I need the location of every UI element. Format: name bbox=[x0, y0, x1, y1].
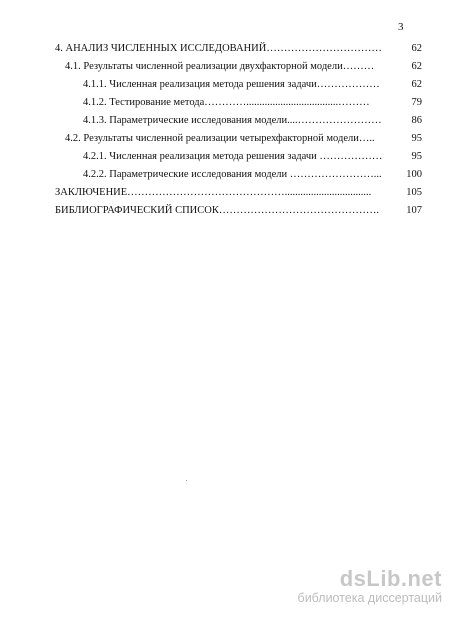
toc-entry-chapter-4[interactable] bbox=[55, 42, 422, 56]
toc-entry-page: 79 bbox=[411, 97, 422, 108]
toc-entry-page: 62 bbox=[411, 43, 422, 54]
toc-entry-title: 4.2. Результаты численной реализации четырехфакторной модели….. bbox=[65, 133, 375, 144]
toc-entry-page: 86 bbox=[411, 115, 422, 126]
watermark-subtitle: библиотека диссертаций bbox=[297, 591, 442, 605]
toc-entry-conclusion[interactable] bbox=[55, 186, 422, 200]
page-number: 3 bbox=[398, 21, 404, 33]
toc-entry-title: 4.1.2. Тестирование метода…………...................................……… bbox=[83, 97, 370, 108]
toc-entry-title: 4. АНАЛИЗ ЧИСЛЕННЫХ ИССЛЕДОВАНИЙ…………………………… bbox=[55, 43, 382, 54]
toc-entry-title: 4.1.3. Параметрические исследования модели....…………………… bbox=[83, 115, 382, 126]
toc-entry-section-4-1-1[interactable] bbox=[83, 78, 422, 92]
toc-entry-page: 105 bbox=[406, 187, 422, 198]
toc-entry-page: 62 bbox=[411, 79, 422, 90]
toc-entry-section-4-2-1[interactable] bbox=[83, 150, 422, 164]
toc-entry-page: 95 bbox=[411, 151, 422, 162]
toc-entry-title: 4.1. Результаты численной реализации двухфакторной модели……… bbox=[65, 61, 375, 72]
toc-entry-section-4-1-2[interactable] bbox=[83, 96, 422, 110]
toc-entry-page: 95 bbox=[411, 133, 422, 144]
toc-entry-bibliography[interactable] bbox=[55, 204, 422, 218]
toc-entry-page: 107 bbox=[406, 205, 422, 216]
toc-entry-title: 4.2.2. Параметрические исследования модели ……………………... bbox=[83, 169, 382, 180]
toc-entry-page: 100 bbox=[406, 169, 422, 180]
watermark-logo: dsLib.net bbox=[339, 566, 442, 591]
watermark bbox=[282, 567, 442, 606]
scan-speck bbox=[186, 480, 187, 481]
toc-entry-title: ЗАКЛЮЧЕНИЕ………………………………………................................. bbox=[55, 187, 372, 198]
toc-entry-section-4-2[interactable] bbox=[65, 132, 422, 146]
toc-entry-section-4-1[interactable] bbox=[65, 60, 422, 74]
toc-entry-section-4-1-3[interactable] bbox=[83, 114, 422, 128]
toc-entry-title: 4.1.1. Численная реализация метода решения задачи……………… bbox=[83, 79, 380, 90]
toc-entry-section-4-2-2[interactable] bbox=[83, 168, 422, 182]
toc-entry-page: 62 bbox=[411, 61, 422, 72]
toc-entry-title: БИБЛИОГРАФИЧЕСКИЙ СПИСОК………………………………………. bbox=[55, 205, 379, 216]
toc-entry-title: 4.2.1. Численная реализация метода решения задачи ……………… bbox=[83, 151, 383, 162]
